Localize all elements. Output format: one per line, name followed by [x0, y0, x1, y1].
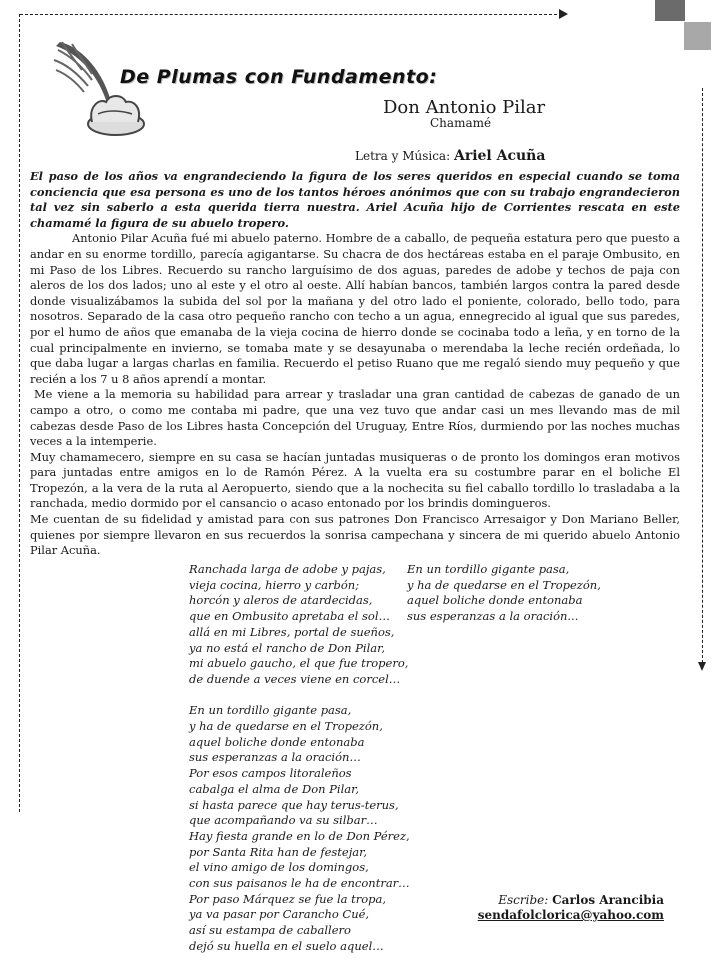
signature — [478, 893, 664, 923]
top-dashed-border — [20, 14, 562, 15]
section-title: De Plumas con Fundamento: — [120, 66, 438, 88]
light-corner-square — [684, 22, 711, 50]
signature-label: Escribe: — [498, 893, 549, 907]
left-dashed-border — [19, 14, 20, 812]
lyrics-column-2: En un tordillo gigante pasa, y ha de quedarse en el Tropezón, aquel boliche donde entonaba sus esperanzas a la oración... — [407, 562, 601, 624]
song-title: Don Antonio Pilar — [383, 97, 546, 118]
body-paragraph: Muy chamamecero, siempre en su casa se hacían juntadas musiqueras o de pronto los domingos eran motivos para juntadas entre amigos en lo de Ramón Pérez. A la vuelta era su costumbre parar en el boliche El Tropezón, a la vera de la ruta al Aeropuerto, siendo que a la nochecita su fiel caballo tordillo lo trasladaba a la ranchada, medio dormido por el cansancio o acaso entonado por los brindis domingueros. — [30, 449, 680, 511]
article-body — [30, 169, 680, 559]
quill-inkwell-icon — [48, 36, 148, 140]
body-paragraph: Antonio Pilar Acuña fué mi abuelo paterno. Hombre de a caballo, de pequeña estatura pero que puesto a andar en su enorme tordillo, parecía agigantarse. Su chacra de dos hectáreas estaba en el paraje Ombusito, en mi Paso de los Libres. Recuerdo su rancho larguísimo de dos aguas, paredes de adobe y techos de paja con aleros de los dos lados; uno al este y el otro al oeste. Allí habían bancos, también largos contra la pared desde donde visualizábamos la subida del sol por la mañana y del otro lado el poniente, colorado, bello todo, para nosotros. Separado de la casa otro pequeño rancho con techo a un agua, ennegrecido al igual que sus paredes, por el humo de años que emanaba de la vieja cocina de hierro donde se cocinaba todo a leña, y en torno de la cual principalmente en invierno, se tomaba mate y se desayunaba o merendaba la leche recién ordeñada, lo que daba lugar a largas charlas en familia. Recuerdo el petiso Ruano que me regaló siendo muy pequeño y que recién a los 7 u 8 años aprendí a montar. — [30, 231, 680, 386]
lyrics-column-1: Ranchada larga de adobe y pajas, vieja cocina, hierro y carbón; horcón y aleros de atardecidas, que en Ombusito apretaba el sol… allá en mi Libres, portal de sueños, ya no está el rancho de Don Pilar, mi abuelo gaucho, el que fue tropero, de duende a veces viene en corcel… En un tordillo gigante pasa, y ha de quedarse en el Tropezón, aquel boliche donde entonaba sus esperanzas a la oración… Por esos campos litoraleños cabalga el alma de Don Pilar, si hasta parece que hay terus-terus, que acompañando va su silbar… Hay fiesta grande en lo de Don Pérez, por Santa Rita han de festejar, el vino amigo de los domingos, con sus paisanos le ha de encontrar… Por paso Márquez se fue la tropa, ya va pasar por Carancho Cué, así su estampa de caballero dejó su huella en el suelo aquel… — [189, 562, 410, 953]
down-arrow-icon — [698, 662, 706, 671]
right-arrow-icon — [559, 9, 568, 19]
intro-paragraph: El paso de los años va engrandeciendo la figura de los seres queridos en especial cuando se toma conciencia que esa persona es uno de los tantos héroes anónimos que con su trabajo engrandecieron tal vez sin saberlo a esta querida tierra nuestra. Ariel Acuña hijo de Corrientes rescata en este chamamé la figura de su abuelo tropero. — [30, 169, 680, 230]
credits — [355, 148, 545, 164]
credits-author: Ariel Acuña — [453, 148, 546, 164]
right-dashed-border — [702, 88, 703, 663]
song-genre: Chamamé — [430, 116, 492, 130]
body-paragraph: Me cuentan de su fidelidad y amistad para con sus patrones Don Francisco Arresaigor y Don Mariano Beller, quienes por siempre llevaron en sus recuerdos la sonrisa campechana y sincera de mi querido abuelo Antonio Pilar Acuña. — [30, 512, 680, 558]
credits-label: Letra y Música: — [355, 149, 451, 163]
body-paragraph: Me viene a la memoria su habilidad para arrear y trasladar una gran cantidad de cabezas de ganado de un campo a otro, o como me contaba mi padre, que una vez tuvo que andar casi un mes llevando mas de mil cabezas desde Paso de los Libres hasta Concepción del Uruguay, Entre Ríos, durmiendo por las noches muchas veces a la intemperie. — [30, 387, 680, 449]
author-email-link[interactable]: sendafolclorica@yahoo.com — [477, 908, 664, 922]
dark-corner-square — [655, 0, 685, 21]
author-name: Carlos Arancibia — [552, 893, 664, 907]
